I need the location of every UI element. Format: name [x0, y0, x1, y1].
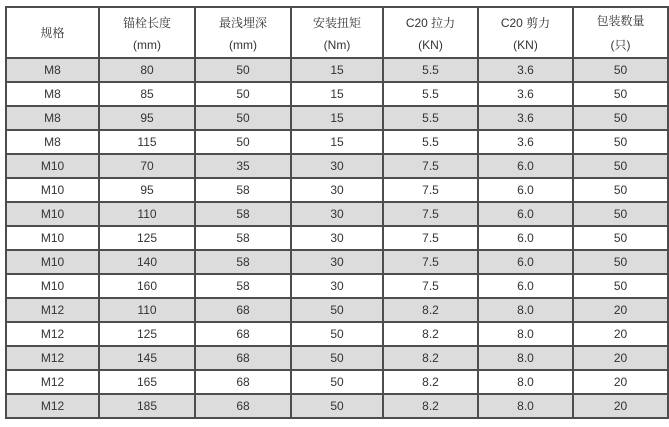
table-row	[6, 370, 668, 394]
cell-tension: 8.2	[383, 394, 478, 418]
cell-shear: 8.0	[478, 394, 573, 418]
col-header-torque	[291, 7, 383, 58]
col-header-depth	[195, 7, 291, 58]
cell-depth: 50	[195, 130, 291, 154]
cell-shear: 8.0	[478, 346, 573, 370]
cell-tension: 8.2	[383, 322, 478, 346]
table-header	[6, 7, 668, 58]
cell-spec: M8	[6, 130, 99, 154]
cell-length: 160	[99, 274, 195, 298]
cell-torque: 50	[291, 322, 383, 346]
table-row	[6, 394, 668, 418]
col-header-title: 最浅埋深	[218, 15, 267, 30]
cell-length: 70	[99, 154, 195, 178]
col-header-unit: (mm)	[133, 37, 161, 52]
cell-length: 80	[99, 58, 195, 82]
cell-tension: 7.5	[383, 202, 478, 226]
cell-length: 85	[99, 82, 195, 106]
cell-spec: M10	[6, 154, 99, 178]
cell-tension: 7.5	[383, 250, 478, 274]
table-row	[6, 298, 668, 322]
cell-length: 110	[99, 202, 195, 226]
table-row	[6, 250, 668, 274]
cell-qty: 50	[573, 106, 668, 130]
cell-torque: 30	[291, 250, 383, 274]
cell-torque: 50	[291, 394, 383, 418]
cell-qty: 20	[573, 394, 668, 418]
cell-torque: 30	[291, 154, 383, 178]
cell-depth: 58	[195, 250, 291, 274]
cell-length: 110	[99, 298, 195, 322]
cell-shear: 3.6	[478, 130, 573, 154]
cell-torque: 50	[291, 346, 383, 370]
cell-torque: 50	[291, 298, 383, 322]
col-header-title: 锚栓长度	[122, 15, 171, 30]
col-header-unit: (KN)	[513, 37, 538, 52]
col-header-title: C20 剪力	[500, 15, 551, 30]
cell-shear: 6.0	[478, 178, 573, 202]
cell-spec: M10	[6, 274, 99, 298]
cell-torque: 15	[291, 130, 383, 154]
table-row	[6, 82, 668, 106]
cell-torque: 15	[291, 58, 383, 82]
cell-qty: 50	[573, 178, 668, 202]
cell-torque: 30	[291, 202, 383, 226]
cell-qty: 50	[573, 274, 668, 298]
col-header-unit: (只)	[610, 38, 631, 52]
cell-spec: M8	[6, 82, 99, 106]
col-header-title: 规格	[40, 26, 65, 40]
cell-tension: 5.5	[383, 106, 478, 130]
table-row	[6, 202, 668, 226]
cell-tension: 7.5	[383, 226, 478, 250]
table-header-row	[6, 7, 668, 58]
col-header-spec	[6, 7, 99, 58]
col-header-title: 包装数量	[596, 14, 645, 28]
cell-tension: 7.5	[383, 274, 478, 298]
table-row	[6, 58, 668, 82]
cell-length: 165	[99, 370, 195, 394]
table-row	[6, 130, 668, 154]
cell-length: 95	[99, 178, 195, 202]
cell-depth: 50	[195, 106, 291, 130]
cell-shear: 3.6	[478, 82, 573, 106]
cell-length: 115	[99, 130, 195, 154]
cell-spec: M10	[6, 250, 99, 274]
cell-spec: M12	[6, 370, 99, 394]
table-row	[6, 154, 668, 178]
cell-torque: 15	[291, 106, 383, 130]
cell-tension: 8.2	[383, 370, 478, 394]
cell-qty: 20	[573, 346, 668, 370]
cell-shear: 8.0	[478, 370, 573, 394]
cell-shear: 6.0	[478, 274, 573, 298]
table-row	[6, 178, 668, 202]
cell-length: 140	[99, 250, 195, 274]
cell-shear: 3.6	[478, 58, 573, 82]
cell-length: 95	[99, 106, 195, 130]
table-row	[6, 322, 668, 346]
cell-depth: 58	[195, 274, 291, 298]
cell-qty: 50	[573, 226, 668, 250]
cell-depth: 58	[195, 226, 291, 250]
cell-tension: 5.5	[383, 58, 478, 82]
cell-torque: 50	[291, 370, 383, 394]
cell-spec: M12	[6, 322, 99, 346]
col-header-title: 安装扭矩	[312, 15, 361, 30]
cell-tension: 8.2	[383, 346, 478, 370]
cell-tension: 5.5	[383, 82, 478, 106]
col-header-unit: (mm)	[229, 37, 257, 52]
table-row	[6, 274, 668, 298]
table-row	[6, 346, 668, 370]
col-header-title: C20 拉力	[405, 15, 456, 30]
cell-spec: M10	[6, 178, 99, 202]
cell-shear: 6.0	[478, 202, 573, 226]
cell-qty: 20	[573, 370, 668, 394]
cell-spec: M12	[6, 298, 99, 322]
cell-shear: 6.0	[478, 250, 573, 274]
cell-depth: 50	[195, 82, 291, 106]
anchor-bolt-spec-table	[5, 6, 669, 419]
cell-length: 145	[99, 346, 195, 370]
cell-depth: 68	[195, 394, 291, 418]
cell-qty: 50	[573, 82, 668, 106]
cell-tension: 5.5	[383, 130, 478, 154]
cell-torque: 15	[291, 82, 383, 106]
cell-spec: M12	[6, 346, 99, 370]
col-header-length	[99, 7, 195, 58]
col-header-tension	[383, 7, 478, 58]
cell-spec: M8	[6, 58, 99, 82]
cell-spec: M8	[6, 106, 99, 130]
cell-shear: 8.0	[478, 298, 573, 322]
cell-depth: 68	[195, 370, 291, 394]
cell-depth: 50	[195, 58, 291, 82]
cell-shear: 6.0	[478, 154, 573, 178]
table-body	[6, 58, 668, 418]
table-row	[6, 106, 668, 130]
cell-qty: 50	[573, 250, 668, 274]
cell-depth: 68	[195, 322, 291, 346]
cell-spec: M10	[6, 202, 99, 226]
cell-tension: 7.5	[383, 178, 478, 202]
cell-length: 125	[99, 226, 195, 250]
cell-qty: 50	[573, 202, 668, 226]
cell-torque: 30	[291, 226, 383, 250]
col-header-unit: (KN)	[418, 37, 443, 52]
cell-tension: 7.5	[383, 154, 478, 178]
cell-length: 125	[99, 322, 195, 346]
cell-spec: M10	[6, 226, 99, 250]
cell-qty: 20	[573, 298, 668, 322]
cell-qty: 20	[573, 322, 668, 346]
cell-spec: M12	[6, 394, 99, 418]
cell-shear: 6.0	[478, 226, 573, 250]
col-header-qty	[573, 7, 668, 58]
cell-depth: 68	[195, 346, 291, 370]
cell-depth: 58	[195, 202, 291, 226]
cell-length: 185	[99, 394, 195, 418]
cell-shear: 8.0	[478, 322, 573, 346]
cell-qty: 50	[573, 154, 668, 178]
cell-tension: 8.2	[383, 298, 478, 322]
cell-depth: 35	[195, 154, 291, 178]
cell-qty: 50	[573, 58, 668, 82]
col-header-shear	[478, 7, 573, 58]
col-header-unit: (Nm)	[323, 37, 351, 52]
cell-torque: 30	[291, 274, 383, 298]
cell-depth: 68	[195, 298, 291, 322]
cell-depth: 58	[195, 178, 291, 202]
cell-torque: 30	[291, 178, 383, 202]
table-row	[6, 226, 668, 250]
cell-shear: 3.6	[478, 106, 573, 130]
cell-qty: 50	[573, 130, 668, 154]
